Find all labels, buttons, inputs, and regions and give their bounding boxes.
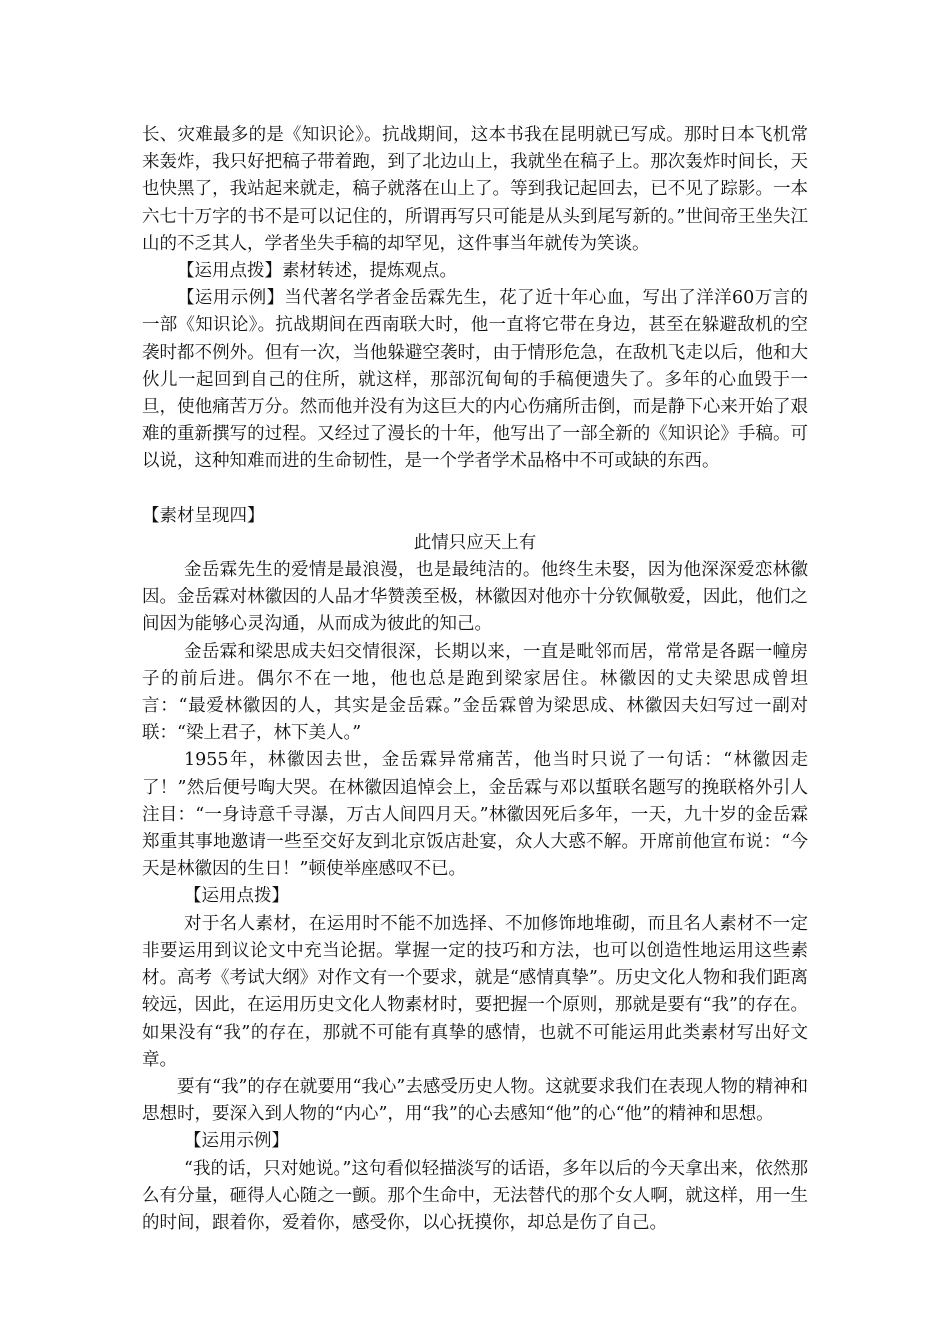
section-title: 此情只应天上有 <box>413 532 537 553</box>
usage-tip-2-principle: 要有“我”的存在就要用“我心”去感受历史人物。这就要求我们在表现人物的精神和思想时，要深入到人物的“内心”，用“我”的心去感知“他”的心“他”的精神和思想。 <box>142 1076 808 1125</box>
usage-example-2-heading: 【运用示例】 <box>184 1131 289 1152</box>
usage-tip-2-body: 对于名人素材，在运用时不能不加选择、不加修饰地堆砌，而且名人素材不一定非要运用到议论文中充当论据。掌握一定的技巧和方法，也可以创造性地运用这些素材。高考《考试大纲》对作文有一个要求，就是“感情真挚”。历史文化人物和我们距离较远，因此，在运用历史文化人物素材时，要把握一个原则，那就是要有“我”的存在。如果没有“我”的存在，那就不可能有真挚的感情，也就不可能运用此类素材写出好文章。 <box>142 913 808 1070</box>
blank-line <box>142 476 808 503</box>
usage-example-1: 【运用示例】当代著名学者金岳霖先生，花了近十年心血，写出了洋洋60万言的一部《知识论》。抗战期间在西南联大时，他一直将它带在身边，甚至在躲避敌机的空袭时都不例外。但有一次，当他躲避空袭时，由于情形危急，在敌机飞走以后，他和大伙儿一起回到自己的住所，就这样，那部沉甸甸的手稿便遗失了。多年的心血毁于一旦，使他痛苦万分。然而他并没有为这巨大的内心伤痛所击倒，而是静下心来开始了艰难的重新撰写的过程。又经过了漫长的十年，他写出了一部全新的《知识论》手稿。可以说，这种知难而进的生命韧性，是一个学者学术品格中不可或缺的东西。 <box>142 288 808 472</box>
usage-example-2-body: “我的话，只对她说。”这句看似轻描淡写的话语，多年以后的今天拿出来，依然那么有分量，砸得人心随之一颤。那个生命中，无法替代的那个女人啊，就这样，用一生的时间，跟着你，爱着你，感受你，以心抚摸你，却总是伤了自己。 <box>142 1158 808 1233</box>
document-body <box>142 122 808 1237</box>
section-heading: 【素材呈现四】 <box>142 505 265 526</box>
paragraph-1955: 1955年，林徽因去世，金岳霖异常痛苦，他当时只说了一句话：“林徽因走了！”然后便号啕大哭。在林徽因追悼会上，金岳霖与邓以蜇联名题写的挽联格外引人注目：“一身诗意千寻瀑，万古人间四月天。”林徽因死后多年，一天，九十岁的金岳霖郑重其事地邀请一些至交好友到北京饭店赴宴，众人大惑不解。开席前他宣布说：“今天是林徽因的生日！”顿使举座感叹不已。 <box>142 750 808 880</box>
paragraph-love-story: 金岳霖先生的爱情是最浪漫，也是最纯洁的。他终生未娶，因为他深深爱恋林徽因。金岳霖对林徽因的人品才华赞羡至极，林徽因对他亦十分钦佩敬爱，因此，他们之间因为能够心灵沟通，从而成为彼此的知己。 <box>142 560 808 635</box>
paragraph-neighbors: 金岳霖和梁思成夫妇交情很深，长期以来，一直是毗邻而居，常常是各踞一幢房子的前后进。偶尔不在一地，他也总是跑到梁家居住。林徽因的丈夫梁思成曾坦言：“最爱林徽因的人，其实是金岳霖。”金岳霖曾为梁思成、林徽因夫妇写过一副对联：“梁上君子，林下美人。” <box>142 641 808 744</box>
usage-tip-1: 【运用点拨】素材转述，提炼观点。 <box>177 261 457 282</box>
paragraph-zhishilun-story: 长、灾难最多的是《知识论》。抗战期间，这本书我在昆明就已写成。那时日本飞机常来轰炸，我只好把稿子带着跑，到了北边山上，我就坐在稿子上。那次轰炸时间长，天也快黑了，我站起来就走，稿子就落在山上了。等到我记起回去，已不见了踪影。一本六七十万字的书不是可以记住的，所谓再写只可能是从头到尾写新的。”世间帝王坐失江山的不乏其人，学者坐失手稿的却罕见，这件事当年就传为笑谈。 <box>142 125 808 254</box>
usage-tip-2-heading: 【运用点拨】 <box>184 886 289 907</box>
